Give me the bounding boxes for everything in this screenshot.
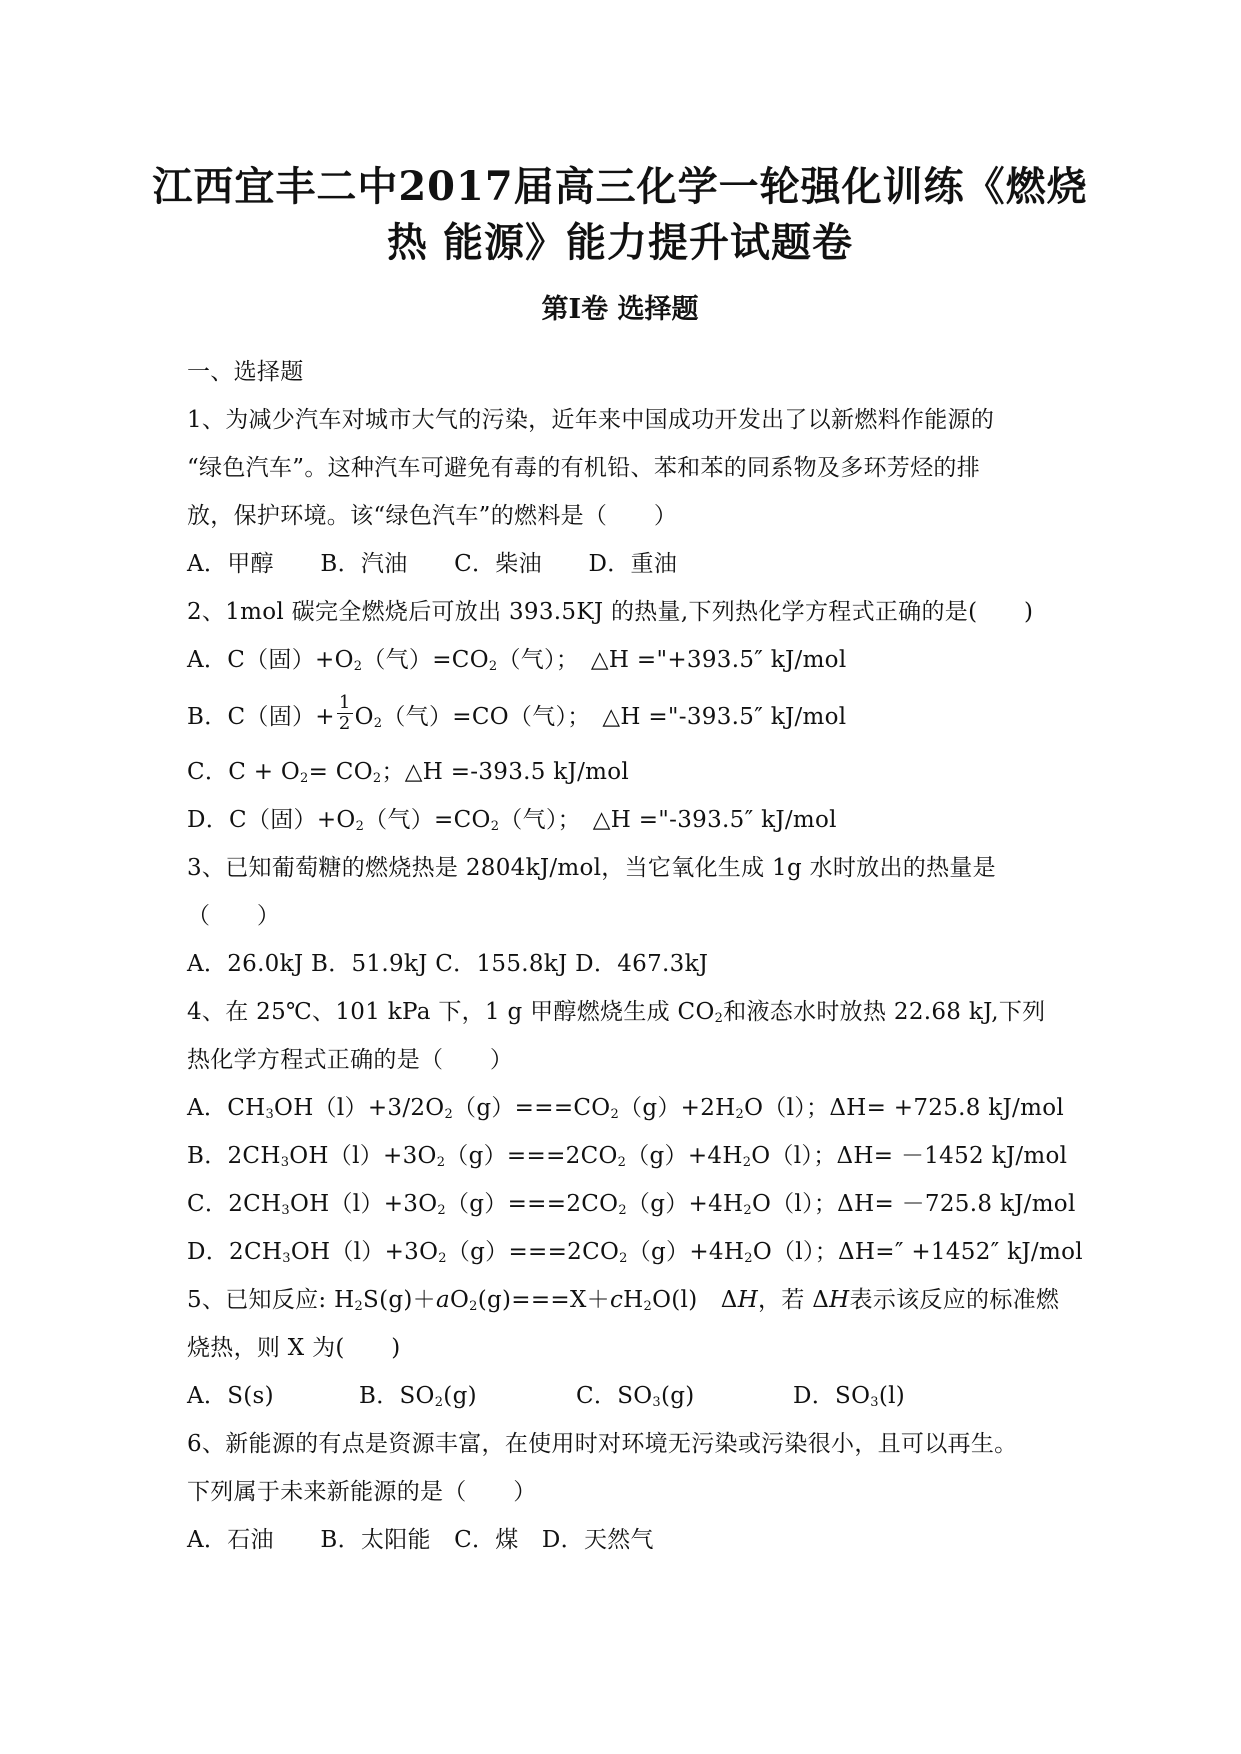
q4-option-c: C．$2CH_3OH(l)+3O_2(g)===2CO_2(g)+4H_2O(l)$；ΔH= －725.8 kJ/mol <box>187 1191 1076 1218</box>
q5-stem-line-2: 烧热，则 X 为( ) <box>187 1335 401 1361</box>
q4-stem-line-1: 4、在 25℃、101 kPa 下，1 g 甲醇燃烧生成 $CO_2$和液态水时放热 22.68 kJ,下列 <box>187 999 1046 1026</box>
q1-stem-line-2: “绿色汽车”。这种汽车可避免有毒的有机铅、苯和苯的同系物及多环芳烃的排 <box>187 455 981 481</box>
part-heading: 一、选择题 <box>187 359 304 385</box>
q2-stem: 2、1mol 碳完全燃烧后可放出 393.5KJ 的热量,下列热化学方程式正确的是( ) <box>187 599 1034 625</box>
q2-option-a: A．C（固）$+O_2$（气）$=CO_2$（气）； △H ="+393.5″ kJ/mol <box>187 647 847 674</box>
q5-stem-line-1: 5、已知反应: $H_2S(g)+aO_2(g)===X+cH_2O(l)$ ΔH，若 ΔH表示该反应的标准燃 <box>187 1287 1060 1314</box>
doc-title-line-2: 热 能源》能力提升试题卷 <box>387 219 853 266</box>
q4-option-a: A．$CH_3OH(l)+3/2O_2(g)===CO_2(g)+2H_2O(l)$；ΔH= +725.8 kJ/mol <box>187 1095 1065 1122</box>
q6-options: A．石油 B．太阳能 C．煤 D．天然气 <box>187 1527 654 1553</box>
q3-options: A．26.0kJ B．51.9kJ C．155.8kJ D．467.3kJ <box>187 951 709 977</box>
q3-stem-line-1: 3、已知葡萄糖的燃烧热是 2804kJ/mol，当它氧化生成 1g 水时放出的热量是 <box>187 855 996 881</box>
doc-title-line-1: 江西宜丰二中2017届高三化学一轮强化训练《燃烧 <box>152 163 1088 210</box>
q1-stem-line-3: 放，保护环境。该“绿色汽车”的燃料是（ ） <box>187 503 678 529</box>
q6-stem-line-2: 下列属于未来新能源的是（ ） <box>187 1479 537 1505</box>
q5-options: A．S(s) B．$SO_2(g)$ C．$SO_3(g)$ D．$SO_3(l)$ <box>187 1383 906 1410</box>
q1-stem-line-1: 1、为减少汽车对城市大气的污染，近年来中国成功开发出了以新燃料作能源的 <box>187 407 995 433</box>
section-heading: 第Ⅰ卷 选择题 <box>541 294 699 325</box>
q6-stem-line-1: 6、新能源的有点是资源丰富，在使用时对环境无污染或污染很小，且可以再生。 <box>187 1431 1018 1457</box>
q1-options: A．甲醇 B．汽油 C．柴油 D．重油 <box>187 551 678 577</box>
q4-option-d: D．$2CH_3OH(l)+3O_2(g)===2CO_2(g)+4H_2O(l)$；ΔH=″ +1452″ kJ/mol <box>187 1239 1083 1266</box>
q2-option-d: D．C（固）$+O_2$（气）$=CO_2$（气）； △H ="-393.5″ kJ/mol <box>187 807 837 834</box>
q2-option-b: B．C（固）+ $\frac{1}{2}$ $O_2$（气）=CO（气）； △H ="-393.5″ kJ/mol <box>187 691 847 734</box>
q3-stem-line-2: （ ） <box>187 903 281 929</box>
q2-option-c: C．$C + O_2= CO_2$；△H =-393.5 kJ/mol <box>187 759 630 786</box>
q4-option-b: B．$2CH_3OH(l)+3O_2(g)===2CO_2(g)+4H_2O(l)$；ΔH= －1452 kJ/mol <box>187 1143 1068 1170</box>
q4-stem-line-2: 热化学方程式正确的是（ ） <box>187 1047 514 1073</box>
fraction-one-half: $\frac{1}{2}$ <box>338 691 351 734</box>
